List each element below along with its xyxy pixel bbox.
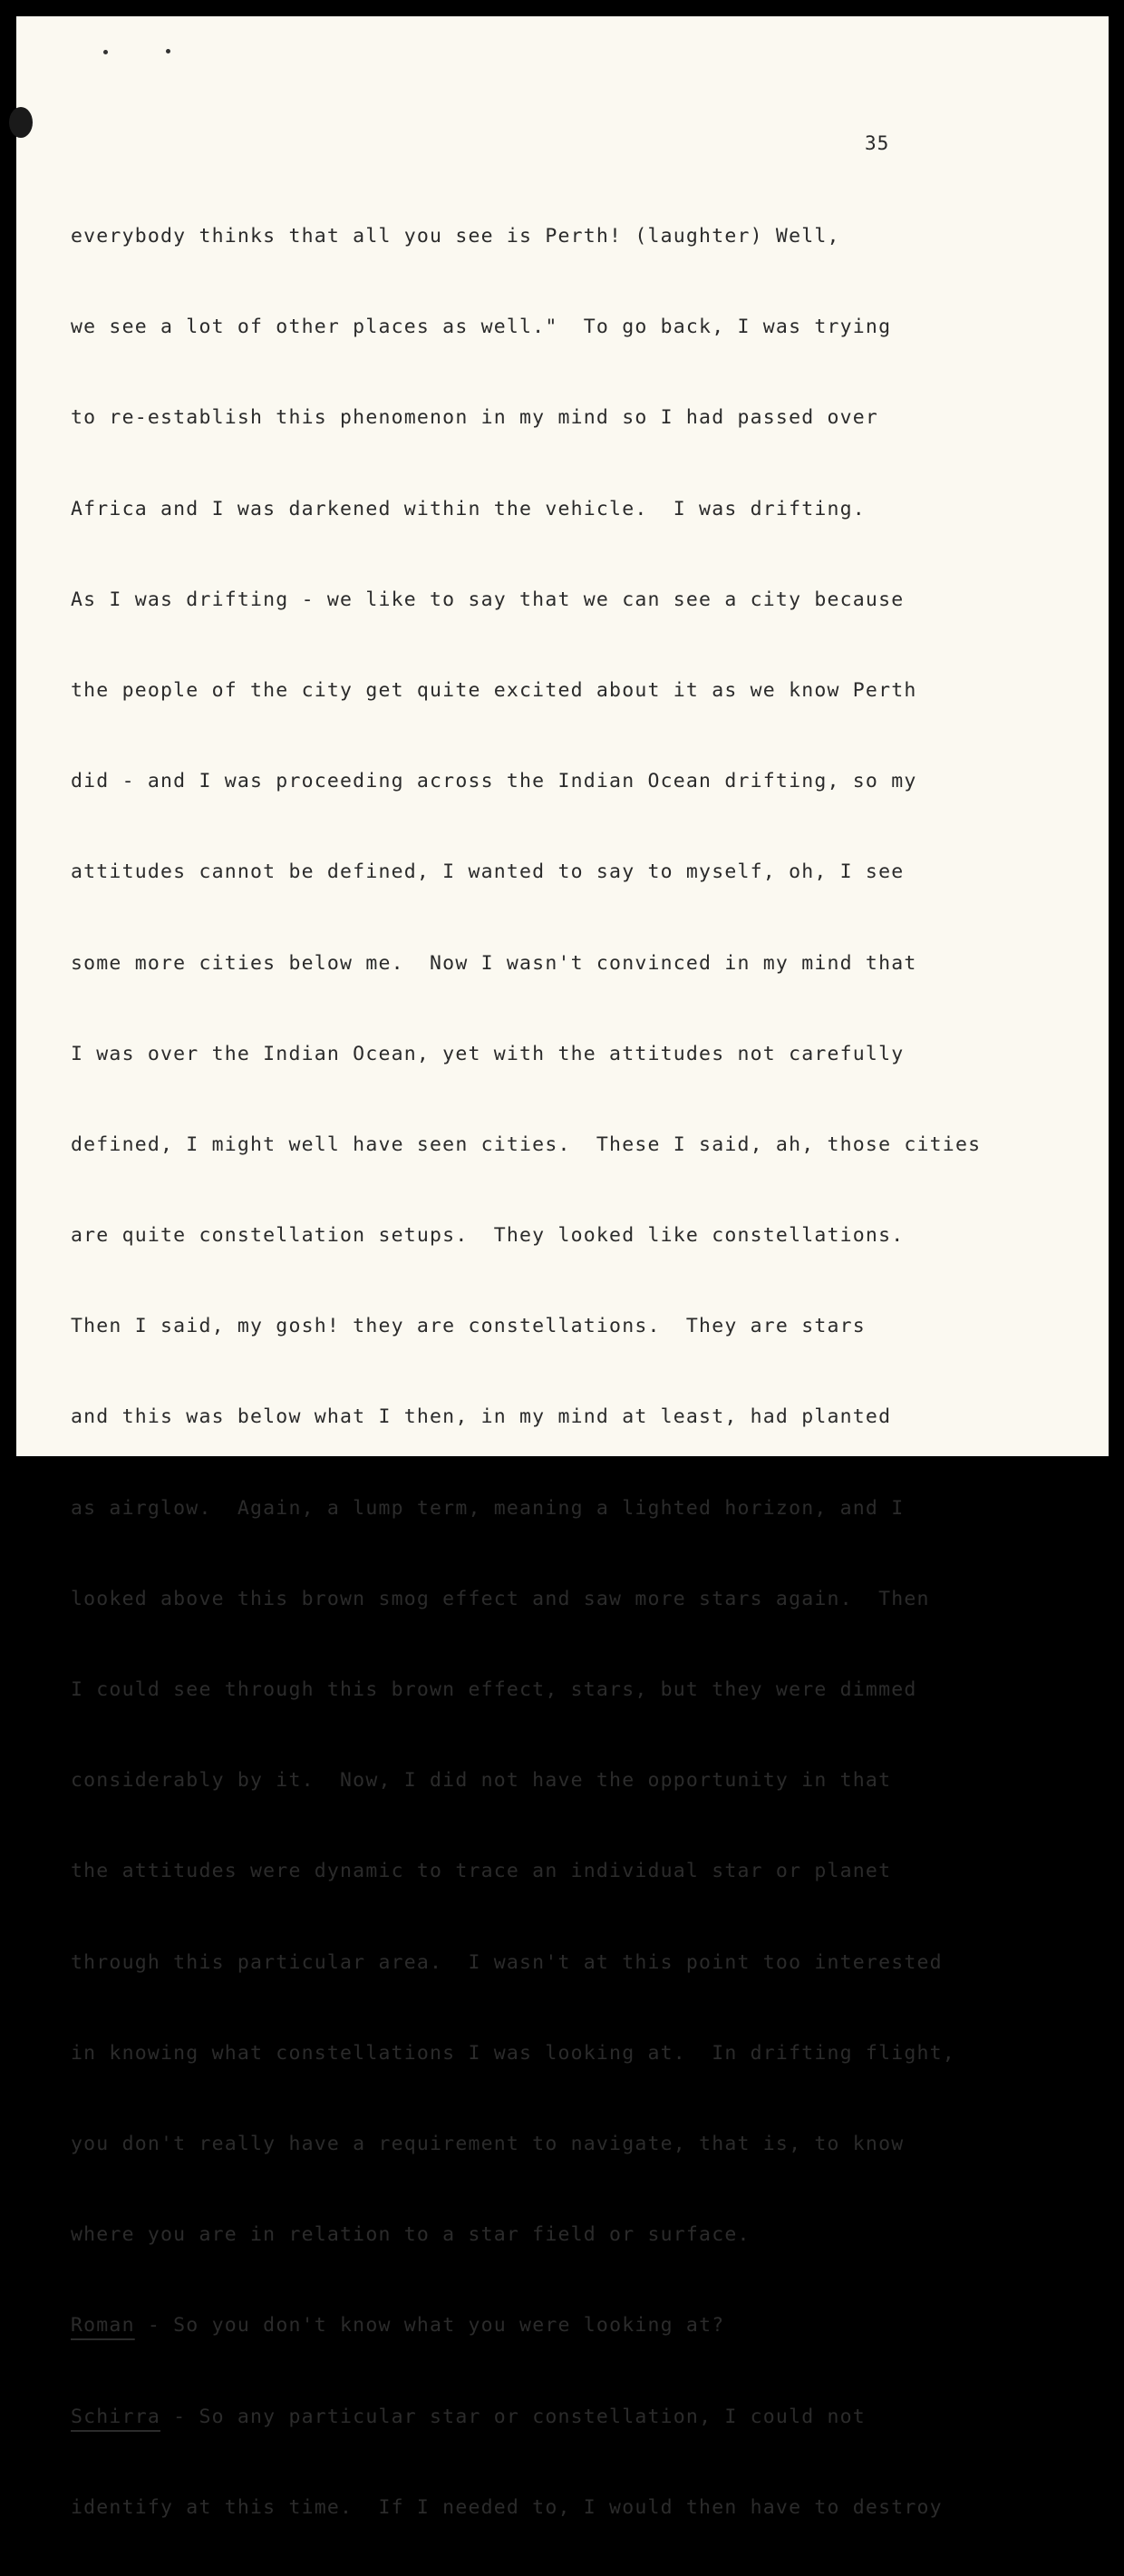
- punch-hole: [9, 107, 33, 138]
- line-text: as airglow. Again, a lump term, meaning a lighted horizon, and I: [71, 1496, 905, 1520]
- line-text: Africa and I was darkened within the vehicle. I was drifting.: [71, 497, 866, 520]
- text-line: [71, 1667, 981, 1713]
- text-line: [71, 1304, 981, 1349]
- text-line: [71, 759, 981, 804]
- ink-dot: [103, 50, 108, 54]
- speaker-name: Roman: [71, 2314, 135, 2338]
- text-line: [71, 2122, 981, 2167]
- line-text: the attitudes were dynamic to trace an individual star or planet: [71, 1860, 892, 1883]
- text-line: [71, 214, 981, 259]
- line-text: everybody thinks that all you see is Perth! (laughter) Well,: [71, 225, 840, 248]
- line-text: through this particular area. I wasn't at this point too interested: [71, 1950, 943, 1974]
- text-line: [71, 1940, 981, 1986]
- text-line: [71, 1577, 981, 1622]
- text-line: [71, 1758, 981, 1803]
- speaker-line: [71, 2303, 981, 2348]
- line-text: in knowing what constellations I was looking at. In drifting flight,: [71, 2041, 955, 2065]
- text-line: [71, 850, 981, 895]
- text-line: [71, 2485, 981, 2531]
- line-text: you don't really have a requirement to navigate, that is, to know: [71, 2132, 905, 2155]
- page-number: 35: [865, 132, 890, 154]
- text-line: [71, 1123, 981, 1168]
- line-text: - So any particular star or constellation, I could not: [160, 2405, 866, 2428]
- text-line: [71, 1213, 981, 1259]
- text-line: [71, 395, 981, 441]
- text-line: [71, 668, 981, 714]
- text-line: [71, 305, 981, 350]
- text-line: [71, 487, 981, 532]
- line-text: defined, I might well have seen cities. These I said, ah, those cities: [71, 1132, 982, 1156]
- speaker-name: Schirra: [71, 2405, 161, 2428]
- line-text: the people of the city get quite excited about it as we know Perth: [71, 678, 917, 702]
- line-text: looked above this brown smog effect and saw more stars again. Then: [71, 1587, 930, 1610]
- line-text: I could see through this brown effect, stars, but they were dimmed: [71, 1678, 917, 1701]
- line-text: identify at this time. If I needed to, I would then have to destroy: [71, 2495, 943, 2519]
- document-page: [16, 16, 1109, 2519]
- line-text: attitudes cannot be defined, I wanted to say to myself, oh, I see: [71, 860, 905, 884]
- line-text: did - and I was proceeding across the Indian Ocean drifting, so my: [71, 770, 917, 793]
- text-line: [71, 941, 981, 987]
- line-text: - So you don't know what you were looking at?: [134, 2314, 725, 2338]
- line-text: I was over the Indian Ocean, yet with the attitudes not carefully: [71, 1042, 905, 1065]
- line-text: As I was drifting - we like to say that we can see a city because: [71, 588, 905, 611]
- line-text: where you are in relation to a star field or surface.: [71, 2223, 751, 2247]
- transcript-body: [71, 169, 981, 2576]
- text-line: [71, 2031, 981, 2076]
- line-text: some more cities below me. Now I wasn't convinced in my mind that: [71, 951, 917, 975]
- text-line: [71, 1395, 981, 1440]
- line-text: and this was below what I then, in my mind at least, had planted: [71, 1405, 892, 1429]
- line-text: we see a lot of other places as well." To go back, I was trying: [71, 316, 892, 339]
- text-line: [71, 578, 981, 623]
- text-line: [71, 1032, 981, 1077]
- line-text: are quite constellation setups. They looked like constellations.: [71, 1224, 905, 1248]
- speaker-line: [71, 2395, 981, 2440]
- text-line: [71, 1486, 981, 1531]
- line-text: to re-establish this phenomenon in my mind so I had passed over: [71, 406, 879, 430]
- text-line: [71, 1849, 981, 1894]
- text-line: [71, 2212, 981, 2258]
- ink-dot: [166, 49, 170, 53]
- line-text: Then I said, my gosh! they are constellations. They are stars: [71, 1315, 866, 1338]
- line-text: considerably by it. Now, I did not have the opportunity in that: [71, 1769, 892, 1793]
